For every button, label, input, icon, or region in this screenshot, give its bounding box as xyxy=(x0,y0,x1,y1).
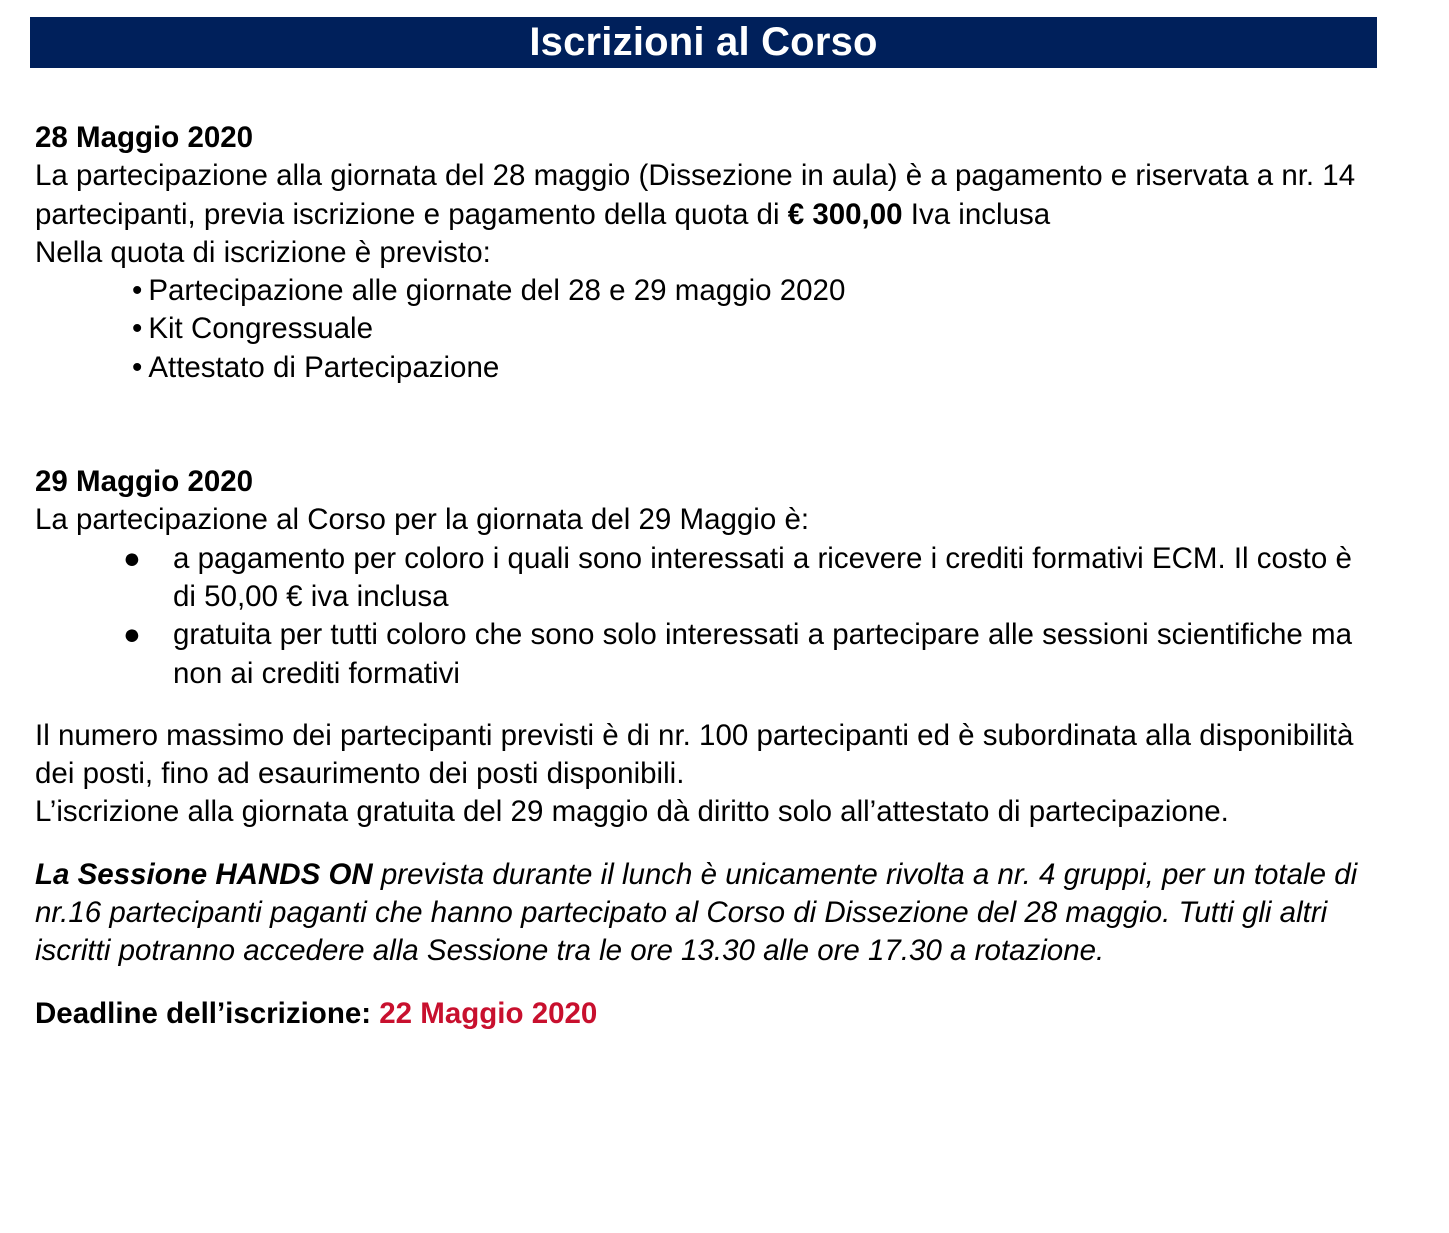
list-item-text: a pagamento per coloro i quali sono interessati a ricevere i crediti formativi ECM. Il costo è di 50,00 € iva inclusa xyxy=(173,541,1352,613)
day1-paragraph-post: Iva inclusa xyxy=(902,197,1051,231)
max-participants-note: Il numero massimo dei partecipanti previsti è di nr. 100 partecipanti ed è subordinata alla disponibilità dei posti, fino ad esaurimento dei posti disponibili. xyxy=(35,718,1354,791)
day1-price: € 300,00 xyxy=(787,197,903,231)
list-item: • Partecipazione alle giornate del 28 e 29 maggio 2020 xyxy=(132,272,1380,310)
title-banner xyxy=(30,17,1377,68)
limits-section xyxy=(35,717,1380,832)
day1-heading: 28 Maggio 2020 xyxy=(35,121,254,154)
document-body xyxy=(35,119,1380,1033)
hands-on-note xyxy=(35,856,1380,971)
day1-paragraph xyxy=(35,157,1380,234)
deadline-date: 22 Maggio 2020 xyxy=(379,996,598,1030)
list-item xyxy=(35,616,1380,693)
list-item: • Kit Congressuale xyxy=(132,310,1380,348)
day2-options-list xyxy=(35,540,1380,693)
page-title: Iscrizioni al Corso xyxy=(529,20,878,64)
free-day-note: L’iscrizione alla giornata gratuita del 29 maggio dà diritto solo all’attestato di partecipazione. xyxy=(35,795,1229,829)
list-item: • Attestato di Partecipazione xyxy=(132,349,1380,387)
hands-on-text: prevista durante il lunch è unicamente rivolta a nr. 4 gruppi, per un totale di nr.16 partecipanti paganti che hanno partecipato al Corso di Dissezione del 28 maggio. Tutti gli altri iscritti potranno accedere alla Sessione tra le ore 13.30 alle ore 17.30 a rotazione. xyxy=(35,857,1358,968)
day2-heading: 29 Maggio 2020 xyxy=(35,465,254,499)
day1-section xyxy=(35,119,1380,387)
day2-intro: La partecipazione al Corso per la giornata del 29 Maggio è: xyxy=(35,503,810,537)
deadline-label: Deadline dell’iscrizione: xyxy=(35,996,380,1030)
day2-section xyxy=(35,463,1380,693)
hands-on-lead: La Sessione HANDS ON xyxy=(35,857,373,891)
deadline-line xyxy=(35,995,1380,1033)
bullet-icon: ● xyxy=(123,618,141,652)
day1-paragraph-pre: La partecipazione alla giornata del 28 maggio (Dissezione in aula) è a pagamento e riservata a nr. 14 partecipanti, previa iscrizione e pagamento della quota di xyxy=(35,159,1356,231)
list-item-text: gratuita per tutti coloro che sono solo interessati a partecipare alle sessioni scientifiche ma non ai crediti formativi xyxy=(173,618,1352,690)
bullet-icon: ● xyxy=(123,541,141,575)
day1-included-list xyxy=(35,272,1380,387)
day1-included-intro: Nella quota di iscrizione è previsto: xyxy=(35,235,491,269)
list-item xyxy=(35,540,1380,617)
